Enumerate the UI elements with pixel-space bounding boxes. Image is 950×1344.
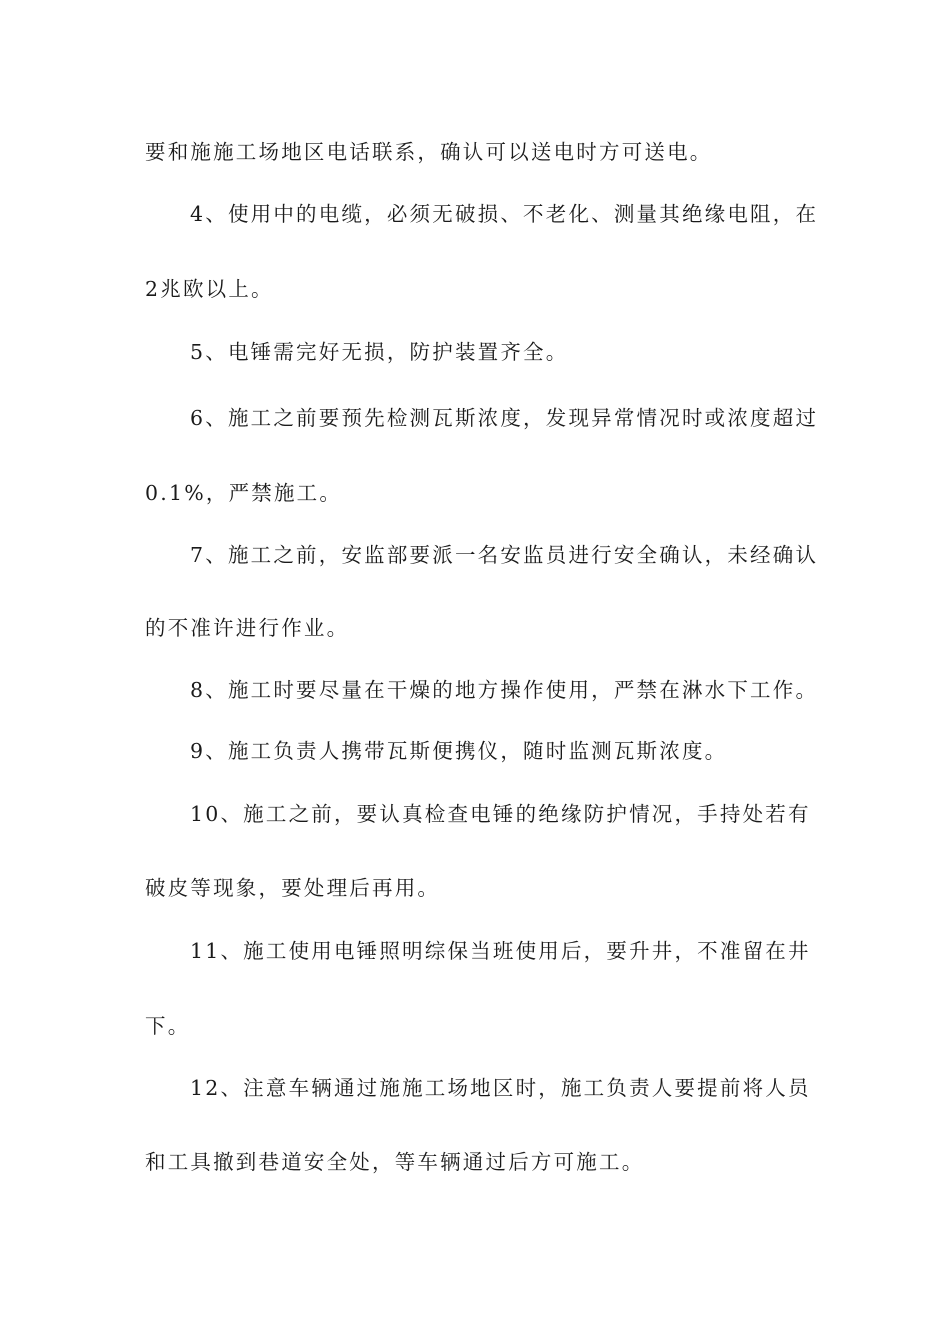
item-6-line-1: 6、施工之前要预先检测瓦斯浓度，发现异常情况时或浓度超过 — [190, 406, 819, 430]
item-8-line-1: 8、施工时要尽量在干燥的地方操作使用，严禁在淋水下工作。 — [190, 678, 819, 702]
item-10-line-1: 10、施工之前，要认真检查电锤的绝缘防护情况，手持处若有 — [190, 802, 811, 826]
item-5-line-1: 5、电锤需完好无损，防护装置齐全。 — [190, 340, 569, 364]
item-10-line-2: 破皮等现象，要处理后再用。 — [145, 876, 441, 900]
item-4-line-1: 4、使用中的电缆，必须无破损、不老化、测量其绝缘电阻，在 — [190, 202, 819, 226]
item-9-line-1: 9、施工负责人携带瓦斯便携仪，随时监测瓦斯浓度。 — [190, 739, 728, 763]
item-7-line-2: 的不准许进行作业。 — [145, 616, 350, 640]
item-12-line-1: 12、注意车辆通过施施工场地区时，施工负责人要提前将人员 — [190, 1076, 811, 1100]
item-4-line-2: 2兆欧以上。 — [145, 277, 274, 301]
item-11-line-1: 11、施工使用电锤照明综保当班使用后，要升井，不准留在井 — [190, 939, 811, 963]
paragraph-continuation-line: 要和施施工场地区电话联系，确认可以送电时方可送电。 — [145, 140, 713, 164]
item-7-line-1: 7、施工之前，安监部要派一名安监员进行安全确认，未经确认 — [190, 543, 819, 567]
item-6-line-2: 0.1%，严禁施工。 — [145, 481, 343, 505]
item-11-line-2: 下。 — [145, 1014, 191, 1038]
item-12-line-2: 和工具撤到巷道安全处，等车辆通过后方可施工。 — [145, 1150, 645, 1174]
